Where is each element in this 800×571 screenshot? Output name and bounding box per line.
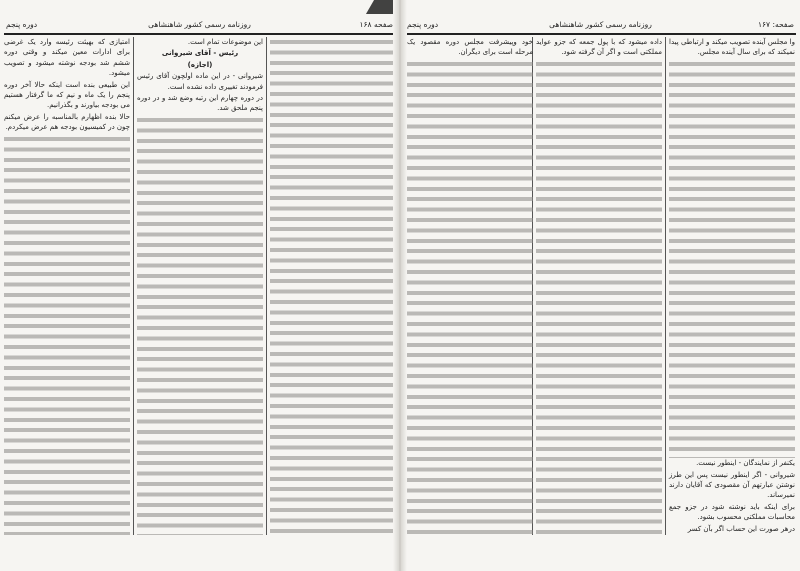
column-divider	[665, 37, 666, 535]
column-1	[270, 37, 396, 535]
term-label: دوره پنجم	[407, 20, 439, 29]
paragraph: شیروانی - اگر اینطور نیست پس این طرز نوشتن عبارتهم آن مقصودی که آقایان دارند نمیرساند.	[669, 470, 795, 500]
page-number: صفحه ۱۶۸	[359, 20, 393, 29]
column-1	[669, 37, 795, 535]
page-number: صفحه: ۱۶۷	[757, 20, 794, 29]
speaker-heading: رئیس - آقای شیروانی	[161, 49, 239, 58]
column-divider	[133, 37, 134, 535]
header-rule	[4, 33, 395, 35]
header-rule	[405, 33, 796, 35]
paragraph: شیروانی - در این ماده اولچون آقای رئیس فرمودند تغییری داده نشده است.	[137, 72, 263, 91]
paragraph: این طبیعی بنده است اینکه حالا آخر دوره پنجم را یک ماه و نیم که ما گرفتار هستیم می بودجه بیاورند و بگذرانیم.	[4, 80, 130, 110]
column-2	[536, 37, 662, 535]
column-text-lines	[137, 115, 263, 535]
paragraph: برای اینکه باید نوشته شود در جزو جمع محاسبات مملکتی محسوب بشود.	[669, 502, 795, 522]
right-page	[401, 0, 800, 571]
paragraph: یکنفر از نمایندگان - اینطور نیست.	[696, 459, 795, 468]
paragraph: این موضوعات تمام است.	[187, 38, 263, 46]
paragraph: امتیازی که بهیئت رئیسه وارد یک غرضی برای ادارات معین میکند و وقتی دوره ششم شد بودجه نوشته میشود و تصویب میشود.	[4, 38, 130, 78]
column-text-lines	[407, 59, 533, 535]
page-gutter	[393, 0, 407, 571]
column-divider	[266, 37, 267, 535]
newspaper-title: روزنامه رسمی کشور شاهنشاهی	[549, 20, 652, 29]
term-label: دوره پنجم	[6, 20, 38, 29]
page-header	[405, 20, 796, 32]
page-header	[4, 20, 395, 32]
speaker-note: (اجازه)	[187, 60, 213, 69]
paragraph: درهر صورت این حساب اگر بآن کسر	[687, 524, 795, 533]
column-text-lines	[270, 37, 396, 535]
column-text-lines	[669, 59, 795, 458]
column-text-lines	[536, 59, 662, 535]
left-page	[0, 0, 399, 571]
column-text-lines	[4, 134, 130, 535]
paragraph: وا مجلس آینده تصویب میکند و ارتباطی پیدا نمیکند که برای سال آینده مجلس.	[669, 38, 795, 57]
column-2	[137, 37, 263, 535]
paragraph: خود وپیشرفت مجلس دوره مقصود یک مرحله است برای دیگران.	[407, 38, 533, 57]
paragraph: حالا بنده اظهارم بالمناسبه را عرض میکنم چون در کمیسیون بودجه هم عرض میکردم.	[4, 112, 130, 132]
newspaper-title: روزنامه رسمی کشور شاهنشاهی	[148, 20, 251, 29]
column-3	[4, 37, 130, 535]
paragraph: در دوره چهارم این رتبه وضع شد و در دوره پنجم ملحق شد.	[137, 94, 263, 113]
column-3	[407, 37, 533, 535]
paragraph: داده میشود که با پول جمعه که جزو عواید مملکتی است و اگر آن گرفته شود.	[536, 38, 662, 57]
